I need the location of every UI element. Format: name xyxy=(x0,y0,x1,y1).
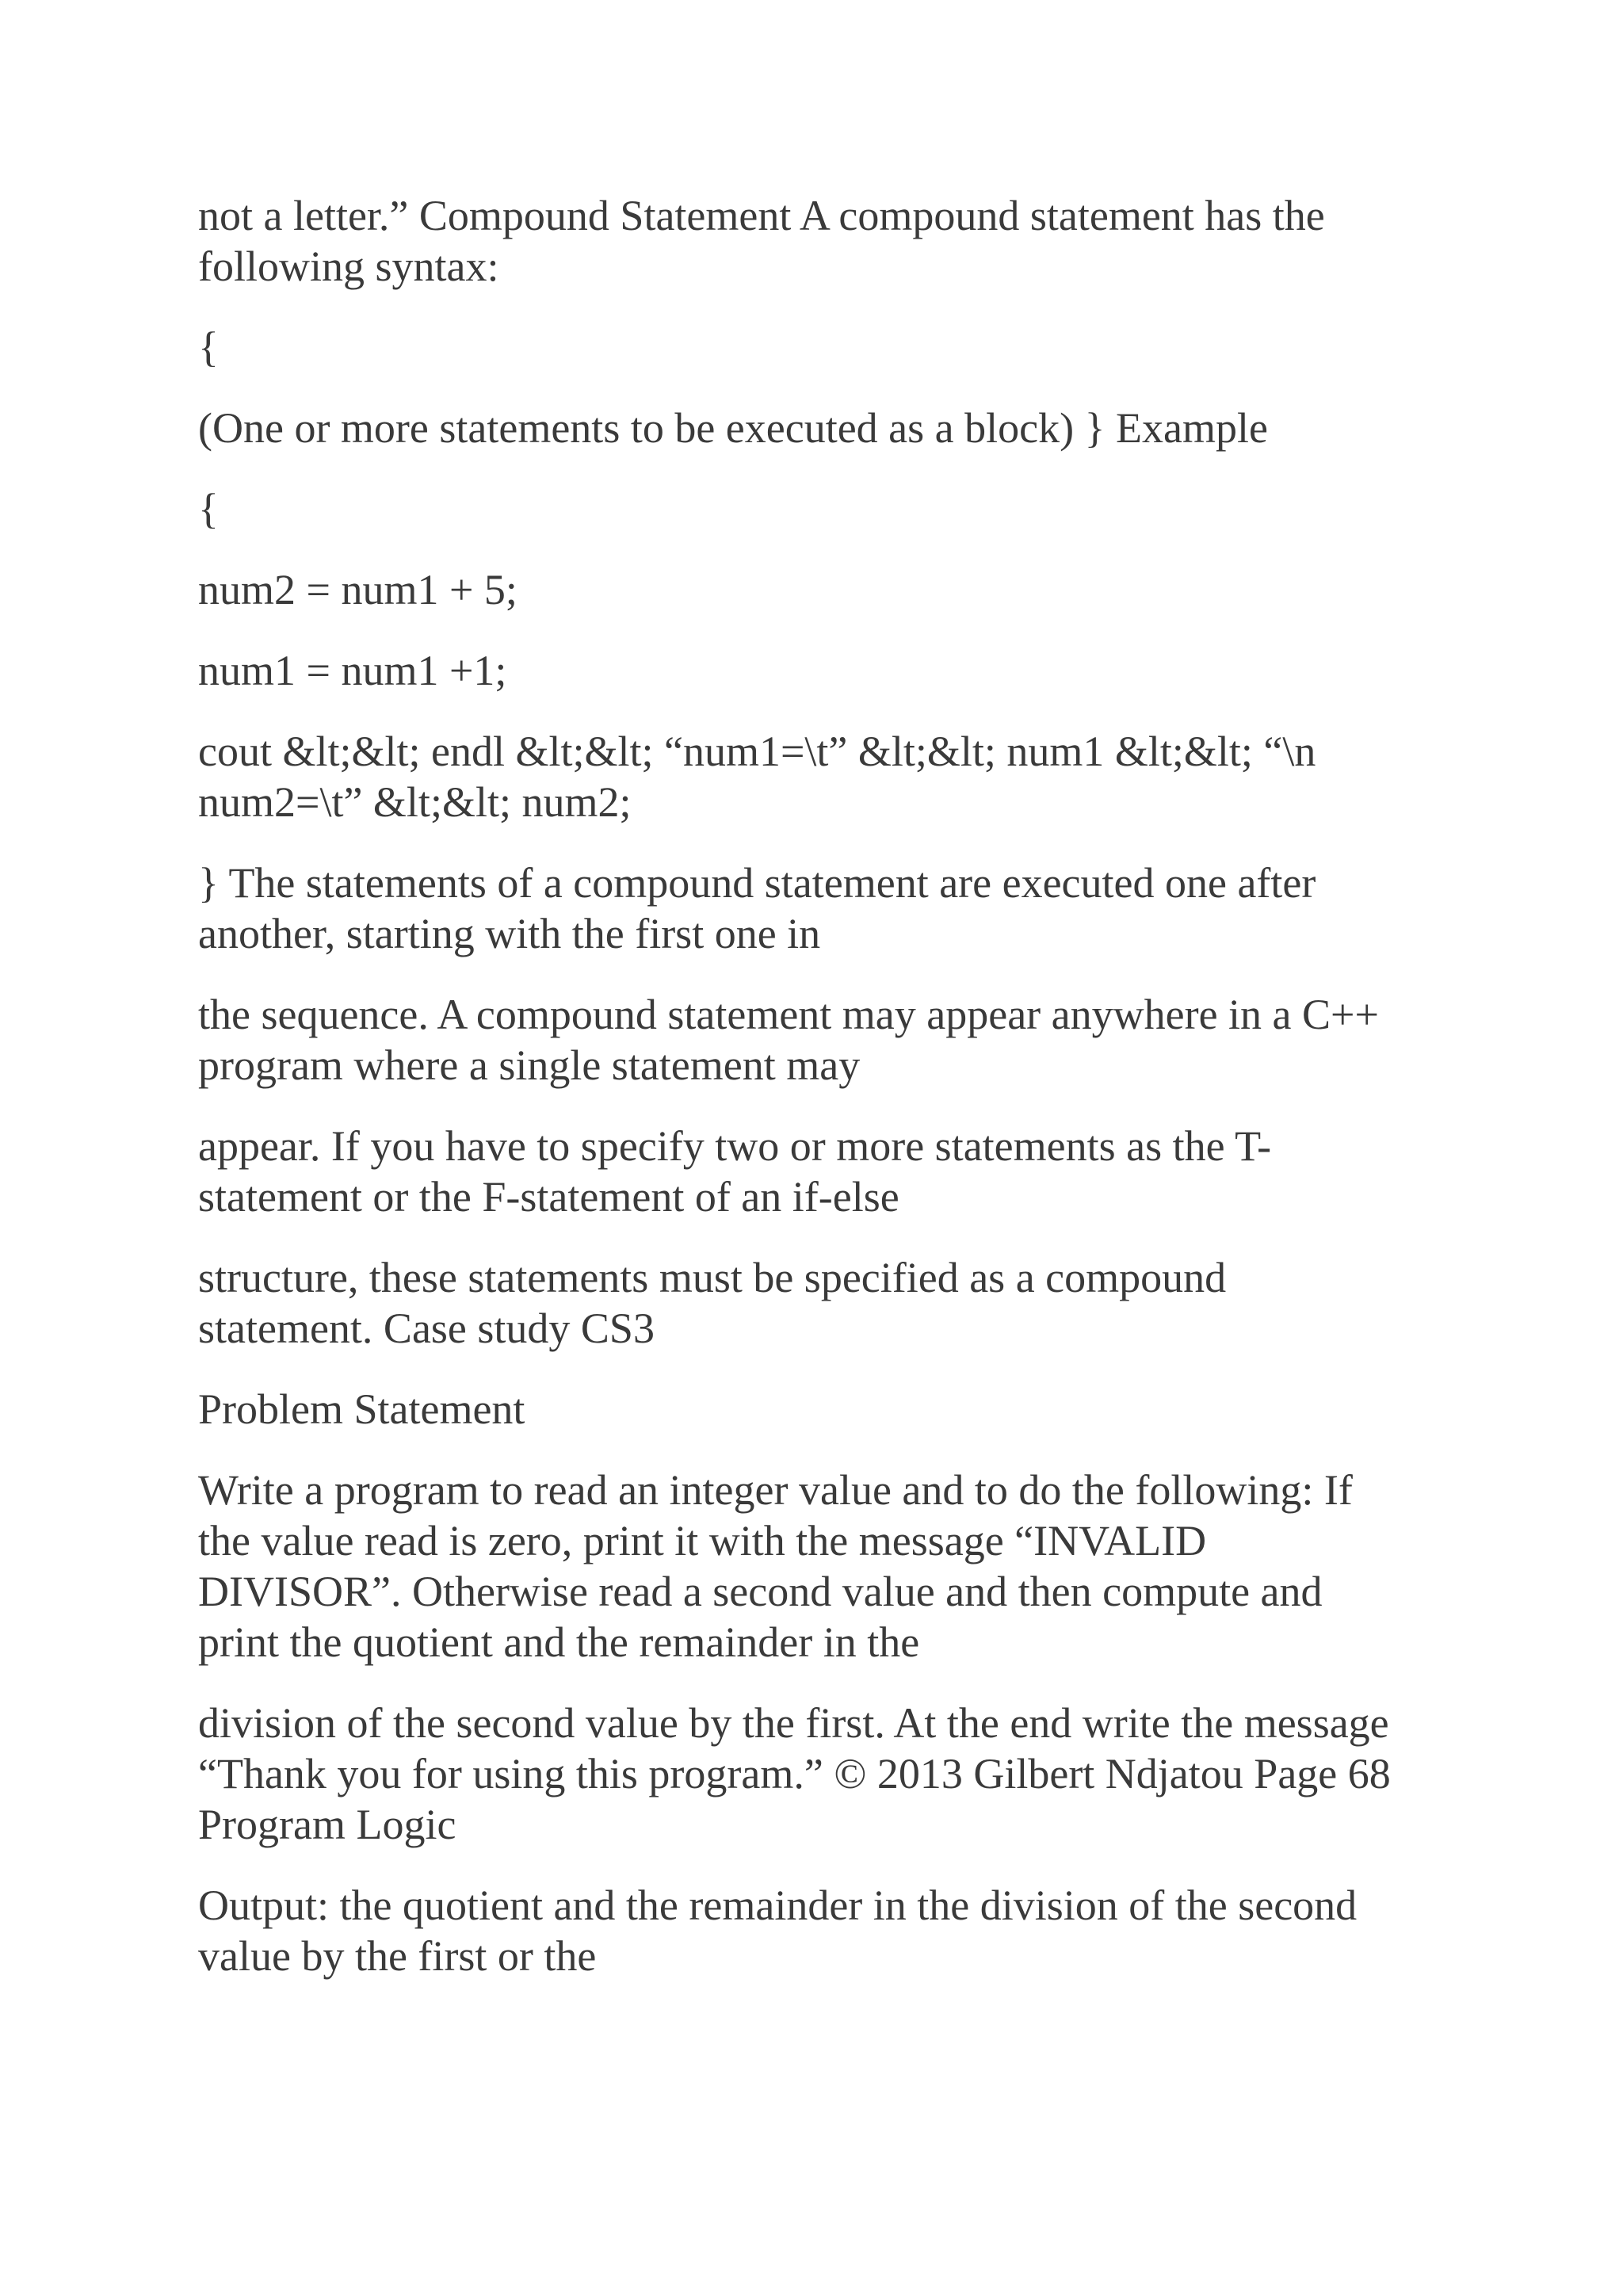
paragraph-4: { xyxy=(198,485,219,533)
paragraph-10: appear. If you have to specify two or more statements as the T- statement or the F-statement of an if-else xyxy=(198,1122,1272,1221)
paragraph-11: structure, these statements must be specified as a compound statement. Case study CS3 xyxy=(198,1254,1227,1352)
paragraph-12: Problem Statement xyxy=(198,1385,525,1433)
paragraph-9: the sequence. A compound statement may appear anywhere in a C++ program where a single statement may xyxy=(198,991,1379,1089)
paragraph-13: Write a program to read an integer value and to do the following: If the value read is zero, print it with the message “INVALID DIVISOR”. Otherwise read a second value and then compute and print the quotient and the remainder in the xyxy=(198,1466,1353,1666)
paragraph-6: num1 = num1 +1; xyxy=(198,647,507,694)
paragraph-5: num2 = num1 + 5; xyxy=(198,566,517,613)
paragraph-14: division of the second value by the first. At the end write the message “Thank you for using this program.” © 2013 Gilbert Ndjatou Page 68 Program Logic xyxy=(198,1699,1391,1848)
paragraph-15: Output: the quotient and the remainder in the division of the second value by the first or the xyxy=(198,1881,1358,1980)
paragraph-1: not a letter.” Compound Statement A compound statement has the following syntax: xyxy=(198,192,1325,290)
paragraph-7: cout &lt;&lt; endl &lt;&lt; “num1=\t” &lt;&lt; num1 &lt;&lt; “\n num2=\t” &lt;&lt; num2; xyxy=(198,728,1316,826)
paragraph-8: } The statements of a compound statement are executed one after another, starting with the first one in xyxy=(198,859,1316,957)
paragraph-2: { xyxy=(198,323,219,371)
document-body xyxy=(198,190,1450,2011)
paragraph-3: (One or more statements to be executed as a block) } Example xyxy=(198,404,1268,452)
